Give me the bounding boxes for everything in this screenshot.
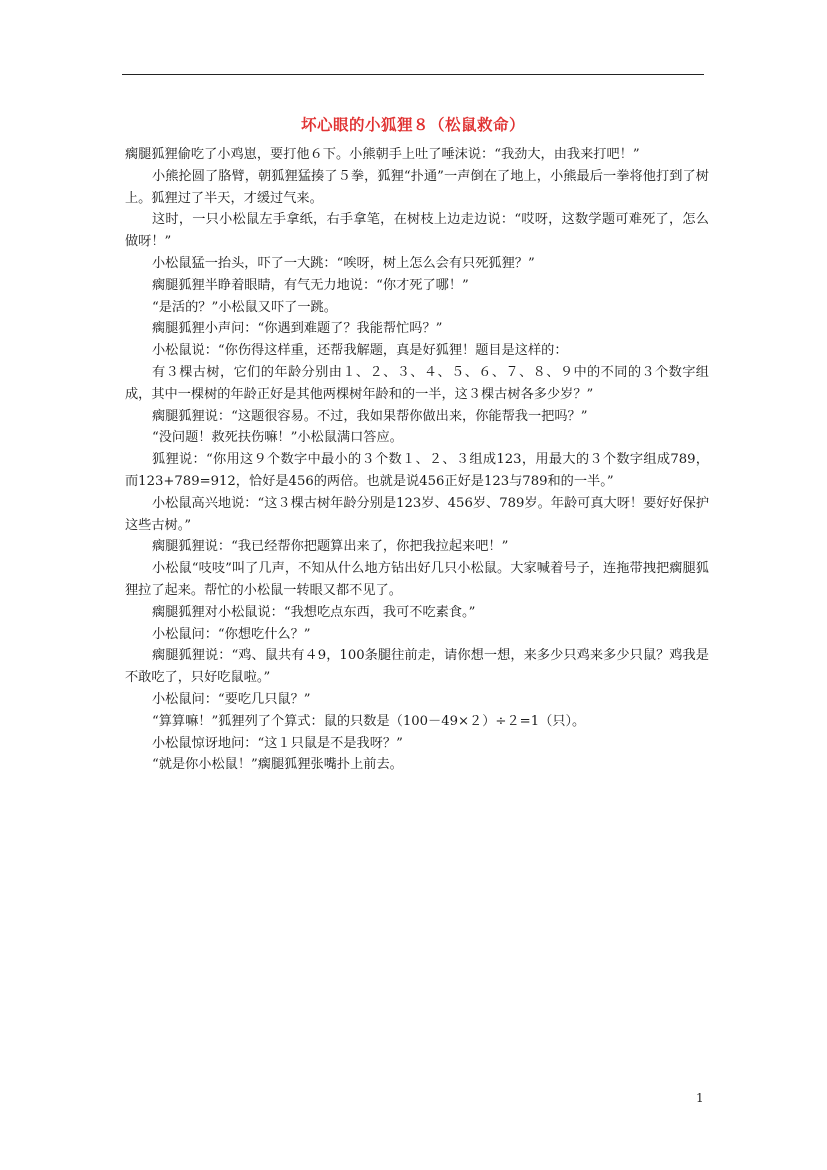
paragraph: “没问题！救死扶伤嘛！”小松鼠满口答应。 bbox=[152, 430, 403, 446]
paragraph: “是活的？”小松鼠又吓了一跳。 bbox=[152, 299, 337, 315]
header-rule bbox=[122, 74, 704, 75]
document-title: 坏心眼的小狐狸８（松鼠救命） bbox=[300, 115, 525, 134]
paragraph: 瘸腿狐狸偷吃了小鸡崽，要打他６下。小熊朝手上吐了唾沫说：“我劲大，由我来打吧！” bbox=[125, 147, 640, 162]
document-body bbox=[125, 144, 709, 776]
paragraph: 瘸腿狐狸对小松鼠说：“我想吃点东西，我可不吃素食。” bbox=[152, 604, 476, 620]
paragraph: 小松鼠问：“要吃几只鼠？” bbox=[152, 691, 311, 707]
paragraph: 瘸腿狐狸说：“鸡、鼠共有４9，100条腿往前走，请你想一想，来多少只鸡来多少只鼠？鸡我是不敢吃了，只好吃鼠啦。” bbox=[125, 648, 709, 686]
paragraph: 小松鼠高兴地说：“这３棵古树年龄分别是123岁、456岁、789岁。年龄可真大呀！要好好保护这些古树。” bbox=[125, 495, 710, 533]
paragraph: “算算嘛！”狐狸列了个算式：鼠的只数是（100－49×２）÷２=1（只）。 bbox=[152, 713, 586, 729]
paragraph: 小松鼠猛一抬头，吓了一大跳：“唉呀，树上怎么会有只死狐狸？” bbox=[152, 255, 535, 271]
paragraph: 有３棵古树，它们的年龄分别由１、２、３、４、５、６、７、８、９中的不同的３个数字组成，其中一棵树的年龄正好是其他两棵树年龄和的一半，这３棵古树各多少岁？” bbox=[125, 364, 709, 402]
paragraph: 瘸腿狐狸说：“我已经帮你把题算出来了，你把我拉起来吧！” bbox=[152, 539, 509, 555]
paragraph: 小松鼠说：“你伤得这样重，还帮我解题，真是好狐狸！题目是这样的： bbox=[152, 343, 568, 359]
paragraph: 瘸腿狐狸半睁着眼睛，有气无力地说：“你才死了哪！” bbox=[152, 277, 469, 293]
paragraph: 小松鼠问：“你想吃什么？” bbox=[152, 626, 311, 642]
paragraph: 小松鼠惊讶地问：“这１只鼠是不是我呀？” bbox=[152, 735, 403, 751]
paragraph: “就是你小松鼠！”瘸腿狐狸张嘴扑上前去。 bbox=[152, 757, 403, 773]
paragraph: 小松鼠“吱吱”叫了几声，不知从什么地方钻出好几只小松鼠。大家喊着号子，连拖带拽把瘸腿狐狸拉了起来。帮忙的小松鼠一转眼又都不见了。 bbox=[125, 561, 709, 598]
paragraph: 狐狸说：“你用这９个数字中最小的３个数１、２、３组成123，用最大的３个数字组成789，而123+789=912，恰好是456的两倍。也就是说456正好是123与789和的一半。” bbox=[125, 452, 709, 489]
paragraph: 瘸腿狐狸说：“这题很容易。不过，我如果帮你做出来，你能帮我一把吗？” bbox=[152, 408, 588, 424]
paragraph: 瘸腿狐狸小声问：“你遇到难题了？我能帮忙吗？” bbox=[152, 321, 443, 337]
paragraph: 这时，一只小松鼠左手拿纸，右手拿笔，在树枝上边走边说：“哎呀，这数学题可难死了，怎么做呀！” bbox=[125, 212, 709, 250]
page-number: 1 bbox=[696, 1091, 704, 1105]
paragraph: 小熊抡圆了胳臂，朝狐狸猛揍了５拳，狐狸“扑通”一声倒在了地上，小熊最后一拳将他打到了树上。狐狸过了半天，才缓过气来。 bbox=[125, 168, 709, 206]
